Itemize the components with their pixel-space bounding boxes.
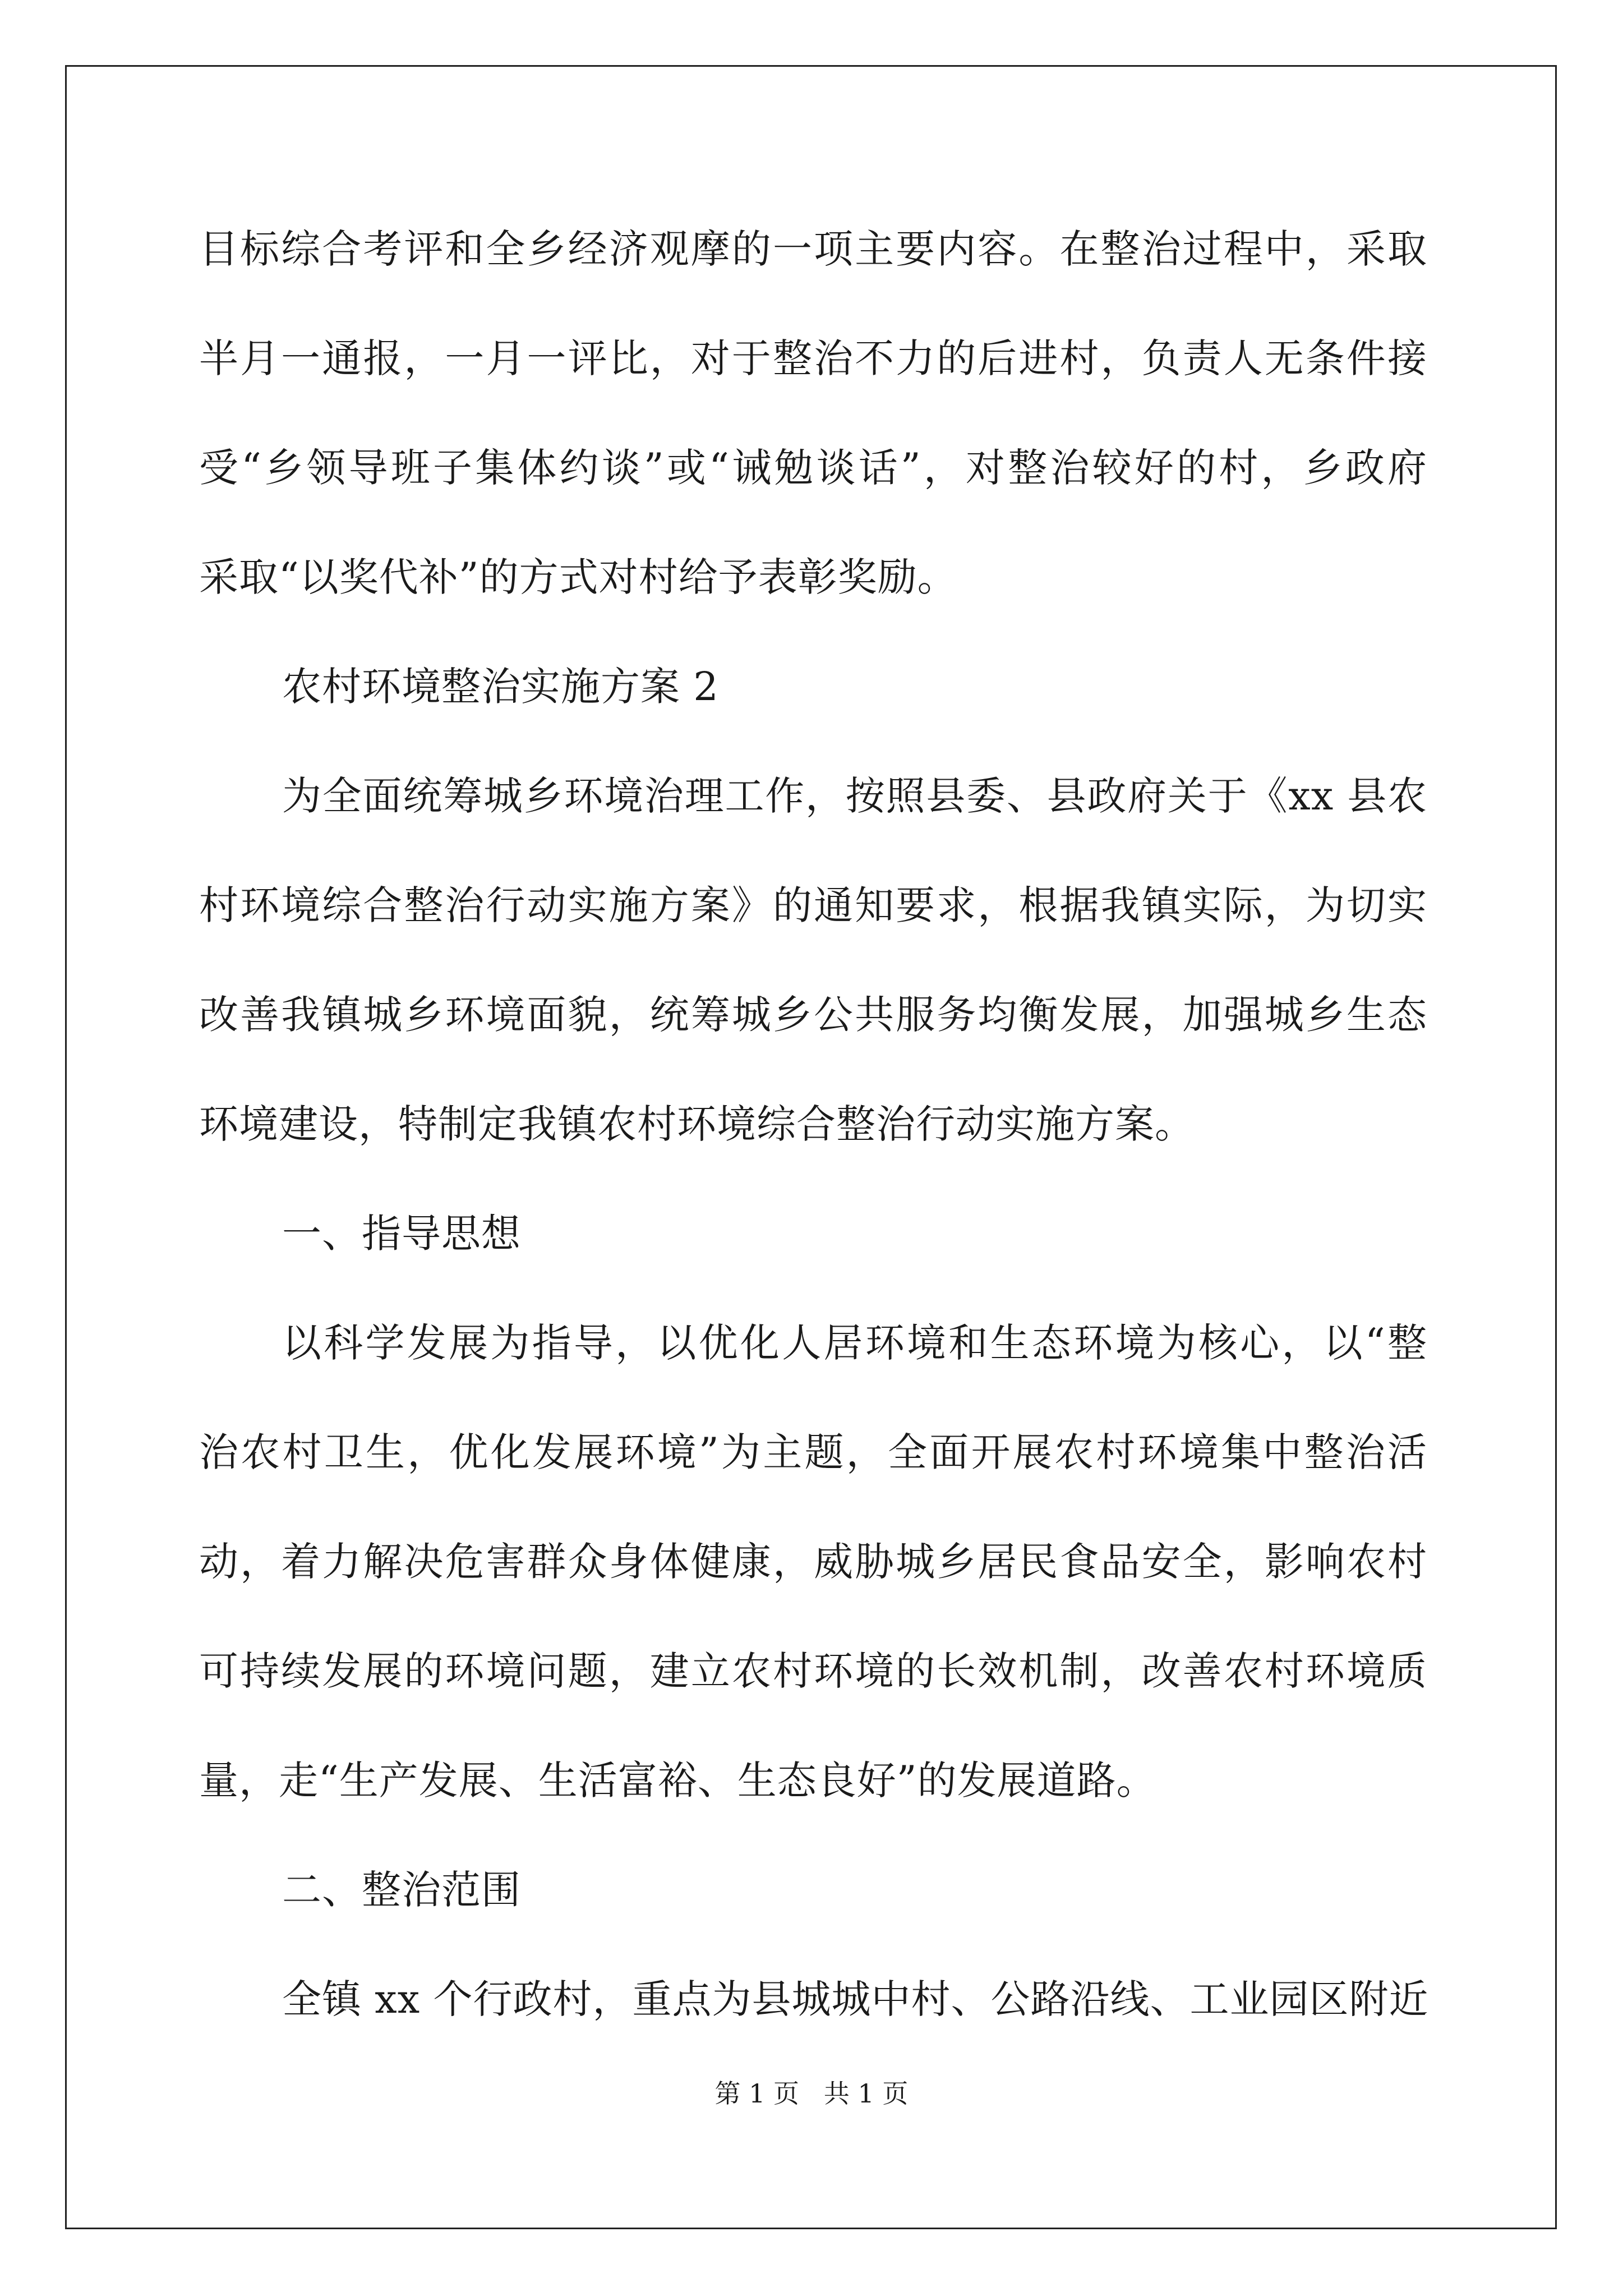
body-line: 以科学发展为指导，以优化人居环境和生态环境为核心，以“整: [282, 1320, 1427, 1366]
body-line: 受“乡领导班子集体约谈”或“诫勉谈话”，对整治较好的村，乡政府: [199, 445, 1427, 491]
page-footer: 第 1 页 共 1 页: [714, 2078, 909, 2109]
section-heading: 二、整治范围: [282, 1867, 521, 1913]
body-line: 可持续发展的环境问题，建立农村环境的长效机制，改善农村环境质: [199, 1648, 1427, 1694]
body-line: 环境建设，特制定我镇农村环境综合整治行动实施方案。: [199, 1101, 1195, 1147]
body-line: 为全面统筹城乡环境治理工作，按照县委、县政府关于《xx 县农: [282, 773, 1427, 819]
body-line: 全镇 xx 个行政村，重点为县城城中村、公路沿线、工业园区附近: [282, 1976, 1429, 2022]
section-heading: 一、指导思想: [282, 1211, 521, 1257]
body-line: 动，着力解决危害群众身体健康，威胁城乡居民食品安全，影响农村: [199, 1539, 1427, 1585]
body-line: 目标综合考评和全乡经济观摩的一项主要内容。在整治过程中，采取: [199, 226, 1427, 272]
body-line: 采取“以奖代补”的方式对村给予表彰奖励。: [199, 554, 957, 600]
body-line: 量，走“生产发展、生活富裕、生态良好”的发展道路。: [199, 1757, 1156, 1803]
document-body: [199, 213, 1427, 2073]
section-title: 农村环境整治实施方案 2: [282, 664, 719, 710]
body-line: 半月一通报，一月一评比，对于整治不力的后进村，负责人无条件接: [199, 335, 1427, 381]
body-line: 治农村卫生，优化发展环境”为主题，全面开展农村环境集中整治活: [199, 1429, 1427, 1475]
body-line: 改善我镇城乡环境面貌，统筹城乡公共服务均衡发展，加强城乡生态: [199, 992, 1427, 1038]
body-line: 村环境综合整治行动实施方案》的通知要求，根据我镇实际，为切实: [199, 882, 1427, 928]
